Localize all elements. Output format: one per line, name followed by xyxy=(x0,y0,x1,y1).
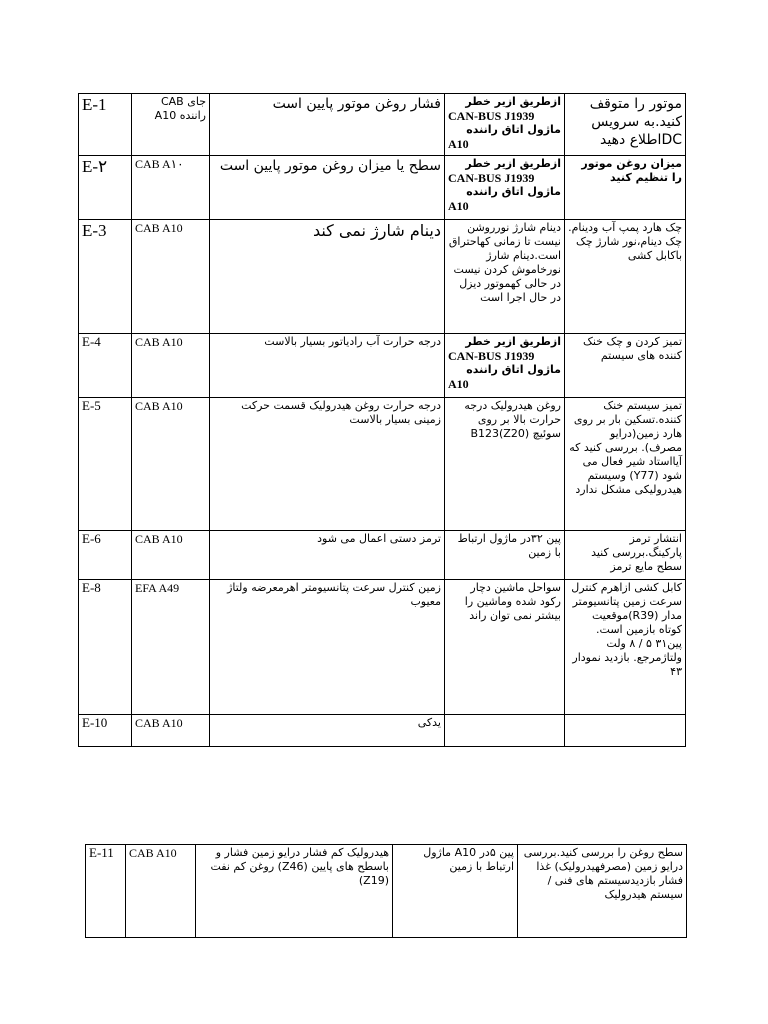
remedy-cell: انتشار ترمز پارکینگ.بررسی کنید سطح مایع ترمز xyxy=(565,531,686,580)
remedy-cell xyxy=(565,715,686,747)
description-cell: فشار روغن موتور پایین است xyxy=(210,94,445,156)
fault-code: E-8 xyxy=(79,580,132,715)
fault-code-table xyxy=(78,93,686,747)
fault-code: E-11 xyxy=(86,845,126,938)
fault-code: E-۲ xyxy=(79,156,132,220)
module-cell: CAB A10 xyxy=(132,715,210,747)
description-cell: درجه حرارت روغن هیدرولیک قسمت حرکت زمینی بسیار بالاست xyxy=(210,398,445,531)
description-cell: دینام شارژ نمی کند xyxy=(210,220,445,334)
module-cell: CAB A10 xyxy=(132,531,210,580)
remedy-cell: سطح روغن را بررسی کنید.بررسی درایو زمین (مصرفهیدرولیک) غذا فشار بازدیدسیستم های فنی /سیستم هیدرولیک xyxy=(518,845,687,938)
fault-code: E-3 xyxy=(79,220,132,334)
module-cell: CAB A10 xyxy=(132,334,210,398)
description-cell: زمین کنترل سرعت پتانسیومتر اهرمعرضه ولتاژ معیوب xyxy=(210,580,445,715)
module-cell: EFA A49 xyxy=(132,580,210,715)
module-cell: CAB A10 xyxy=(132,398,210,531)
module-cell: CAB A10 xyxy=(132,220,210,334)
module-cell: CAB A10 xyxy=(126,845,196,938)
description-cell: یدکی xyxy=(210,715,445,747)
fault-code: E-1 xyxy=(79,94,132,156)
description-cell: هیدرولیک کم فشار درایو زمین فشار و باسطح های پایین (Z46) روغن کم نفت (Z19) xyxy=(196,845,393,938)
fault-code: E-5 xyxy=(79,398,132,531)
cause-line: ماژول اتاق راننده xyxy=(466,185,561,198)
cause-cell xyxy=(445,94,565,156)
cause-cell xyxy=(445,715,565,747)
table-row xyxy=(79,398,686,531)
cause-line: CAN-BUS J1939 xyxy=(448,171,535,185)
table-row xyxy=(79,580,686,715)
description-cell: درجه حرارت آب رادیاتور بسیار بالاست xyxy=(210,334,445,398)
cause-line: A10 xyxy=(448,137,469,151)
cause-cell: دینام شارژ نورروشن نیست تا زمانی کهاحتراق است.دینام شارژ نورخاموش کردن نیست در حالی کهموتور دیزل در حال اجرا است xyxy=(445,220,565,334)
cause-cell: سواحل ماشین دچار رکود شده وماشین را بیشتر نمی توان راند xyxy=(445,580,565,715)
table-row xyxy=(79,220,686,334)
description-cell: سطح یا میزان روغن موتور پایین است xyxy=(210,156,445,220)
cause-line: CAN-BUS J1939 xyxy=(448,349,535,363)
remedy-cell: چک هارد پمپ آب ودینام. چک دینام،نور شارژ چک باکابل کشی xyxy=(565,220,686,334)
table-row xyxy=(79,156,686,220)
module-cell: جای CAB راننده A10 xyxy=(132,94,210,156)
cause-line: A10 xyxy=(448,199,469,213)
description-cell: ترمز دستی اعمال می شود xyxy=(210,531,445,580)
remedy-cell: کابل کشی ازاهرم کنترل سرعت زمین پتانسیومتر مدار (R39)موقعیت کوتاه بازمین است. پین۳۱ ۵ / ۸ ولت ولتاژمرجع. بازدید نمودار ۴۳ xyxy=(565,580,686,715)
remedy-cell: موتور را متوقف کنید.به سرویس DCاطلاع دهید xyxy=(565,94,686,156)
cause-cell xyxy=(445,334,565,398)
fault-code: E-6 xyxy=(79,531,132,580)
table-row xyxy=(86,845,687,938)
cause-line: ماژول اتاق راننده xyxy=(466,363,561,376)
table-row xyxy=(79,715,686,747)
fault-code: E-10 xyxy=(79,715,132,747)
fault-code: E-4 xyxy=(79,334,132,398)
cause-cell: پین ۳۲در ماژول ارتباط با زمین xyxy=(445,531,565,580)
module-cell: CAB A۱۰ xyxy=(132,156,210,220)
remedy-cell: تمیز کردن و چک خنک کننده های سیستم xyxy=(565,334,686,398)
fault-code-table-continued xyxy=(85,844,687,938)
cause-line: CAN-BUS J1939 xyxy=(448,109,535,123)
cause-cell: روغن هیدرولیک درجه حرارت بالا بر روی سوئیچ (B123(Z20 xyxy=(445,398,565,531)
remedy-cell: میزان روغن موتور را تنظیم کنید xyxy=(565,156,686,220)
table-row xyxy=(79,531,686,580)
table-row xyxy=(79,334,686,398)
cause-line: A10 xyxy=(448,377,469,391)
cause-cell: پین ۵در A10 ماژول ارتباط با زمین xyxy=(393,845,518,938)
table-row xyxy=(79,94,686,156)
cause-line: ازطریق ازیر خطر xyxy=(465,95,561,108)
cause-line: ازطریق ازیر خطر xyxy=(465,157,561,170)
cause-cell xyxy=(445,156,565,220)
remedy-cell: تمیز سیستم خنک کننده.تسکین بار بر روی هارد زمین(درایو مصرف). بررسی کنید که آیااستاد شیر فعال می شود (Y77) وسیستم هیدرولیکی مشکل ندارد xyxy=(565,398,686,531)
cause-line: ازطریق ازیر خطر xyxy=(465,335,561,348)
cause-line: ماژول اتاق راننده xyxy=(466,123,561,136)
